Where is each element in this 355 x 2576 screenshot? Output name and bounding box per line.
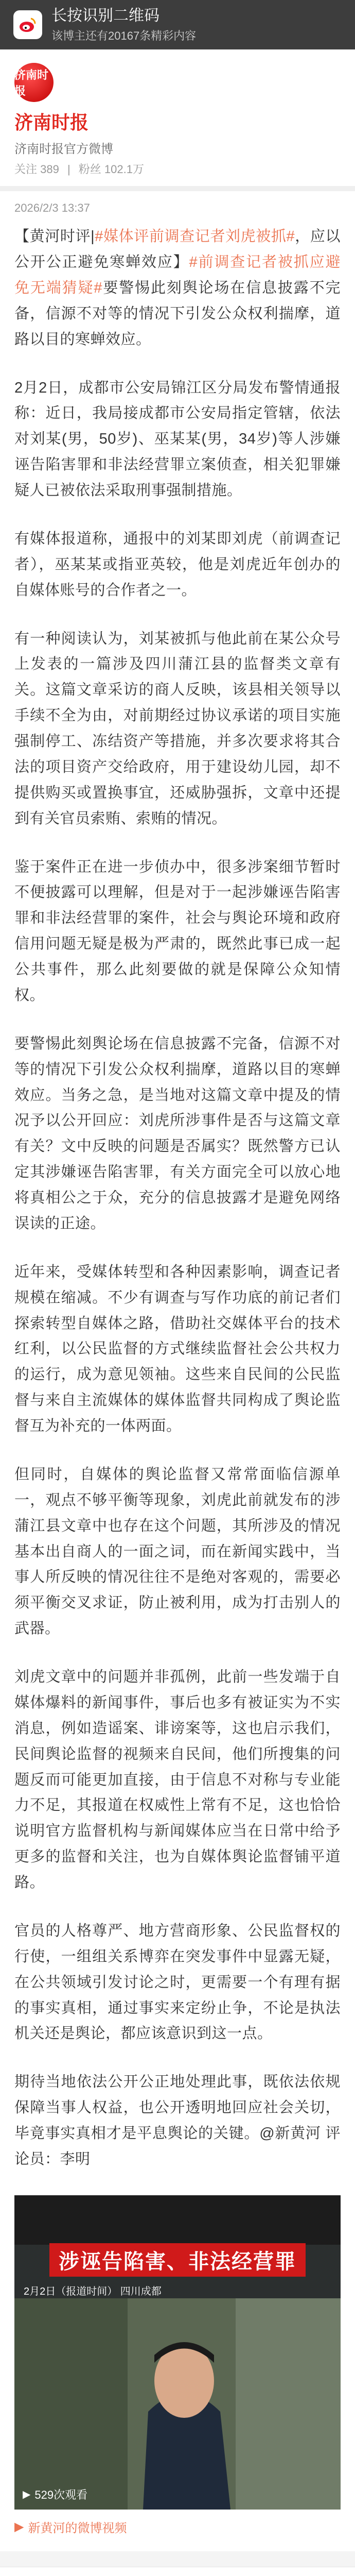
topbar-subtitle: 该博主还有20167条精彩内容 <box>51 29 197 42</box>
video-thumbnail <box>14 2298 341 2510</box>
avatar[interactable]: 济南时报 <box>14 63 54 102</box>
following-count: 关注 389 <box>14 163 59 176</box>
video-view-count <box>23 2486 87 2502</box>
post-paragraph: 近年来，受媒体转型和各种因素影响，调查记者规模在缩减。不少有调查与写作功底的前记者们探索转型自媒体之路，借助社交媒体平台的技术红利，以公民监督的方式继续监督社会公共权力的运行，成为意见领袖。这些来自民间的公民监督与来自主流媒体的媒体监督共同构成了舆论监督互为补充的一体两面。 <box>14 1263 341 1435</box>
video-source-link[interactable] <box>14 2518 341 2536</box>
post-body <box>0 191 355 2551</box>
section-divider <box>0 186 355 191</box>
hashtag-link[interactable]: #前调查记者被抓应避免无端猜疑# <box>14 254 341 296</box>
post-paragraph: 刘虎文章中的问题并非孤例，此前一些发端于自媒体爆料的新闻事件，事后也多有被证实为不实消息，例如造谣案、诽谤案等，这也启示我们，民间舆论监督的视频来自民间，他们所搜集的问题反而可能更加直接，由于信息不对称与专业能力不足，其报道在权威性上常有不足，这也恰恰说明官方监督机构与新闻媒体应当在日常中给予更多的监督和关注，也为自媒体舆论监督铺平道路。 <box>14 1669 341 1891</box>
post-paragraph: 有媒体报道称，通报中的刘某即刘虎（前调查记者），巫某某或指亚英较，他是刘虎近年创办的自媒体账号的合作者之一。 <box>14 530 341 599</box>
post-paragraph: 官员的人格尊严、地方营商形象、公民监督权的行使，一组组关系博弈在突发事件中显露无疑，在公共领域引发讨论之时，更需要一个有理有据的事实真相，通过事实来定纷止争，不论是执法机关还是舆论，都应该意识到这一点。 <box>14 1922 341 2042</box>
profile-header <box>0 49 355 186</box>
lead-text-segment: 【 <box>14 228 30 245</box>
lead-text-segment: ，应以公开公正避免寒蝉效应】 <box>14 228 341 271</box>
post-timestamp: 2026/2/3 13:37 <box>14 201 90 215</box>
video-source-label: 新黄河的微博视频 <box>28 2521 127 2535</box>
video-top-bar <box>14 2195 341 2245</box>
post-paragraph: 期待当地依法公开公正地处理此事，既依法依规保障当事人权益，也公开透明地回应社会关切，毕竟事实真相才是平息舆论的关键。@新黄河 评论员：李明 <box>14 2074 341 2167</box>
post-paragraph: 有一种阅读认为，刘某被抓与他此前在某公众号上发表的一篇涉及四川蒲江县的监督类文章有关。这篇文章采访的商人反映，该县相关领导以手续不全为由，对前期经过协议承诺的项目实施强制停工、冻结资产等措施，并多次要求将其合法的项目资产交给政府，用于建设幼儿园，却不提供购买或置换事宜，还威胁强拆，文章中还提到有关官员索贿、索贿的情况。 <box>14 630 341 827</box>
lead-text-segment: 黄河时评 <box>29 228 91 245</box>
play-icon: ▶ <box>23 2488 31 2500</box>
video-link-icon: ▶ <box>14 2519 24 2534</box>
post-paragraph: 2月2日，成都市公安局锦江区分局发布警情通报称：近日，我局接成都市公安局指定管辖，依法对刘某(男，50岁)、巫某某(男，34岁)等人涉嫌诬告陷害罪和非法经营罪立案侦查，相关犯罪嫌疑人已被依法采取刑事强制措施。 <box>14 379 341 499</box>
video-caption: 涉诬告陷害、非法经营罪 <box>49 2243 306 2277</box>
post-paragraph: 要警惕此刻舆论场在信息披露不完备，信源不对等的情况下引发公众权利揣摩，道路以目的寒蝉效应。当务之急，是当地对这篇文章中提及的情况予以公开回应：刘虎所涉事件是否与这篇文章有关？文中反映的问题是否属实？既然警方已认定其涉嫌诬告陷害罪，有关方面完全可以放心地将真相公之于众，充分的信息披露才是避免网络误读的正途。 <box>14 1035 341 1232</box>
hashtag-link[interactable]: #媒体评前调查记者刘虎被抓# <box>95 228 295 245</box>
lead-text-segment: | <box>91 228 95 245</box>
bottom-banner[interactable] <box>0 2567 355 2576</box>
lead-text-segment: 要警惕此刻舆论场在信息披露不完备，信源不对等的情况下引发公众权利揣摩，道路以目的寒蝉效应。 <box>14 279 341 348</box>
account-description: 济南时报官方微博 <box>14 142 113 157</box>
topbar-title: 长按识别二维码 <box>51 7 159 24</box>
post-paragraph: 但同时，自媒体的舆论监督又常常面临信源单一，观点不够平衡等现象，刘虎此前就发布的涉蒲江县文章中也存在这个问题，其所涉及的情况基本出自商人的一面之词，而在新闻实践中，当事人所反映的情况往往不是绝对客观的，需要必须平衡交叉求证，防止被利用，成为打击别人的武器。 <box>14 1466 341 1637</box>
weibo-logo-icon <box>13 10 42 39</box>
video-meta: 2月2日（报道时间） 四川成都 <box>24 2285 162 2297</box>
video-views-label: 529次观看 <box>34 2488 88 2501</box>
post-paragraphs <box>14 376 341 2173</box>
account-stats <box>14 161 341 177</box>
followers-count: 粉丝 102.1万 <box>78 163 144 176</box>
post-paragraph: 鉴于案件正在进一步侦办中，很多涉案细节暂时不便披露可以理解，但是对于一起涉嫌诬告陷害罪和非法经营罪的案件，社会与舆论环境和政府信用问题无疑是极为严肃的，既然此事已成一起公共事件，那么此刻要做的就是保障公众知情权。 <box>14 858 341 1004</box>
stats-separator: | <box>67 163 70 176</box>
video-card[interactable] <box>14 2195 341 2510</box>
account-name[interactable]: 济南时报 <box>14 112 89 133</box>
post-lead-paragraph <box>14 224 341 352</box>
share-topbar[interactable] <box>0 0 355 49</box>
